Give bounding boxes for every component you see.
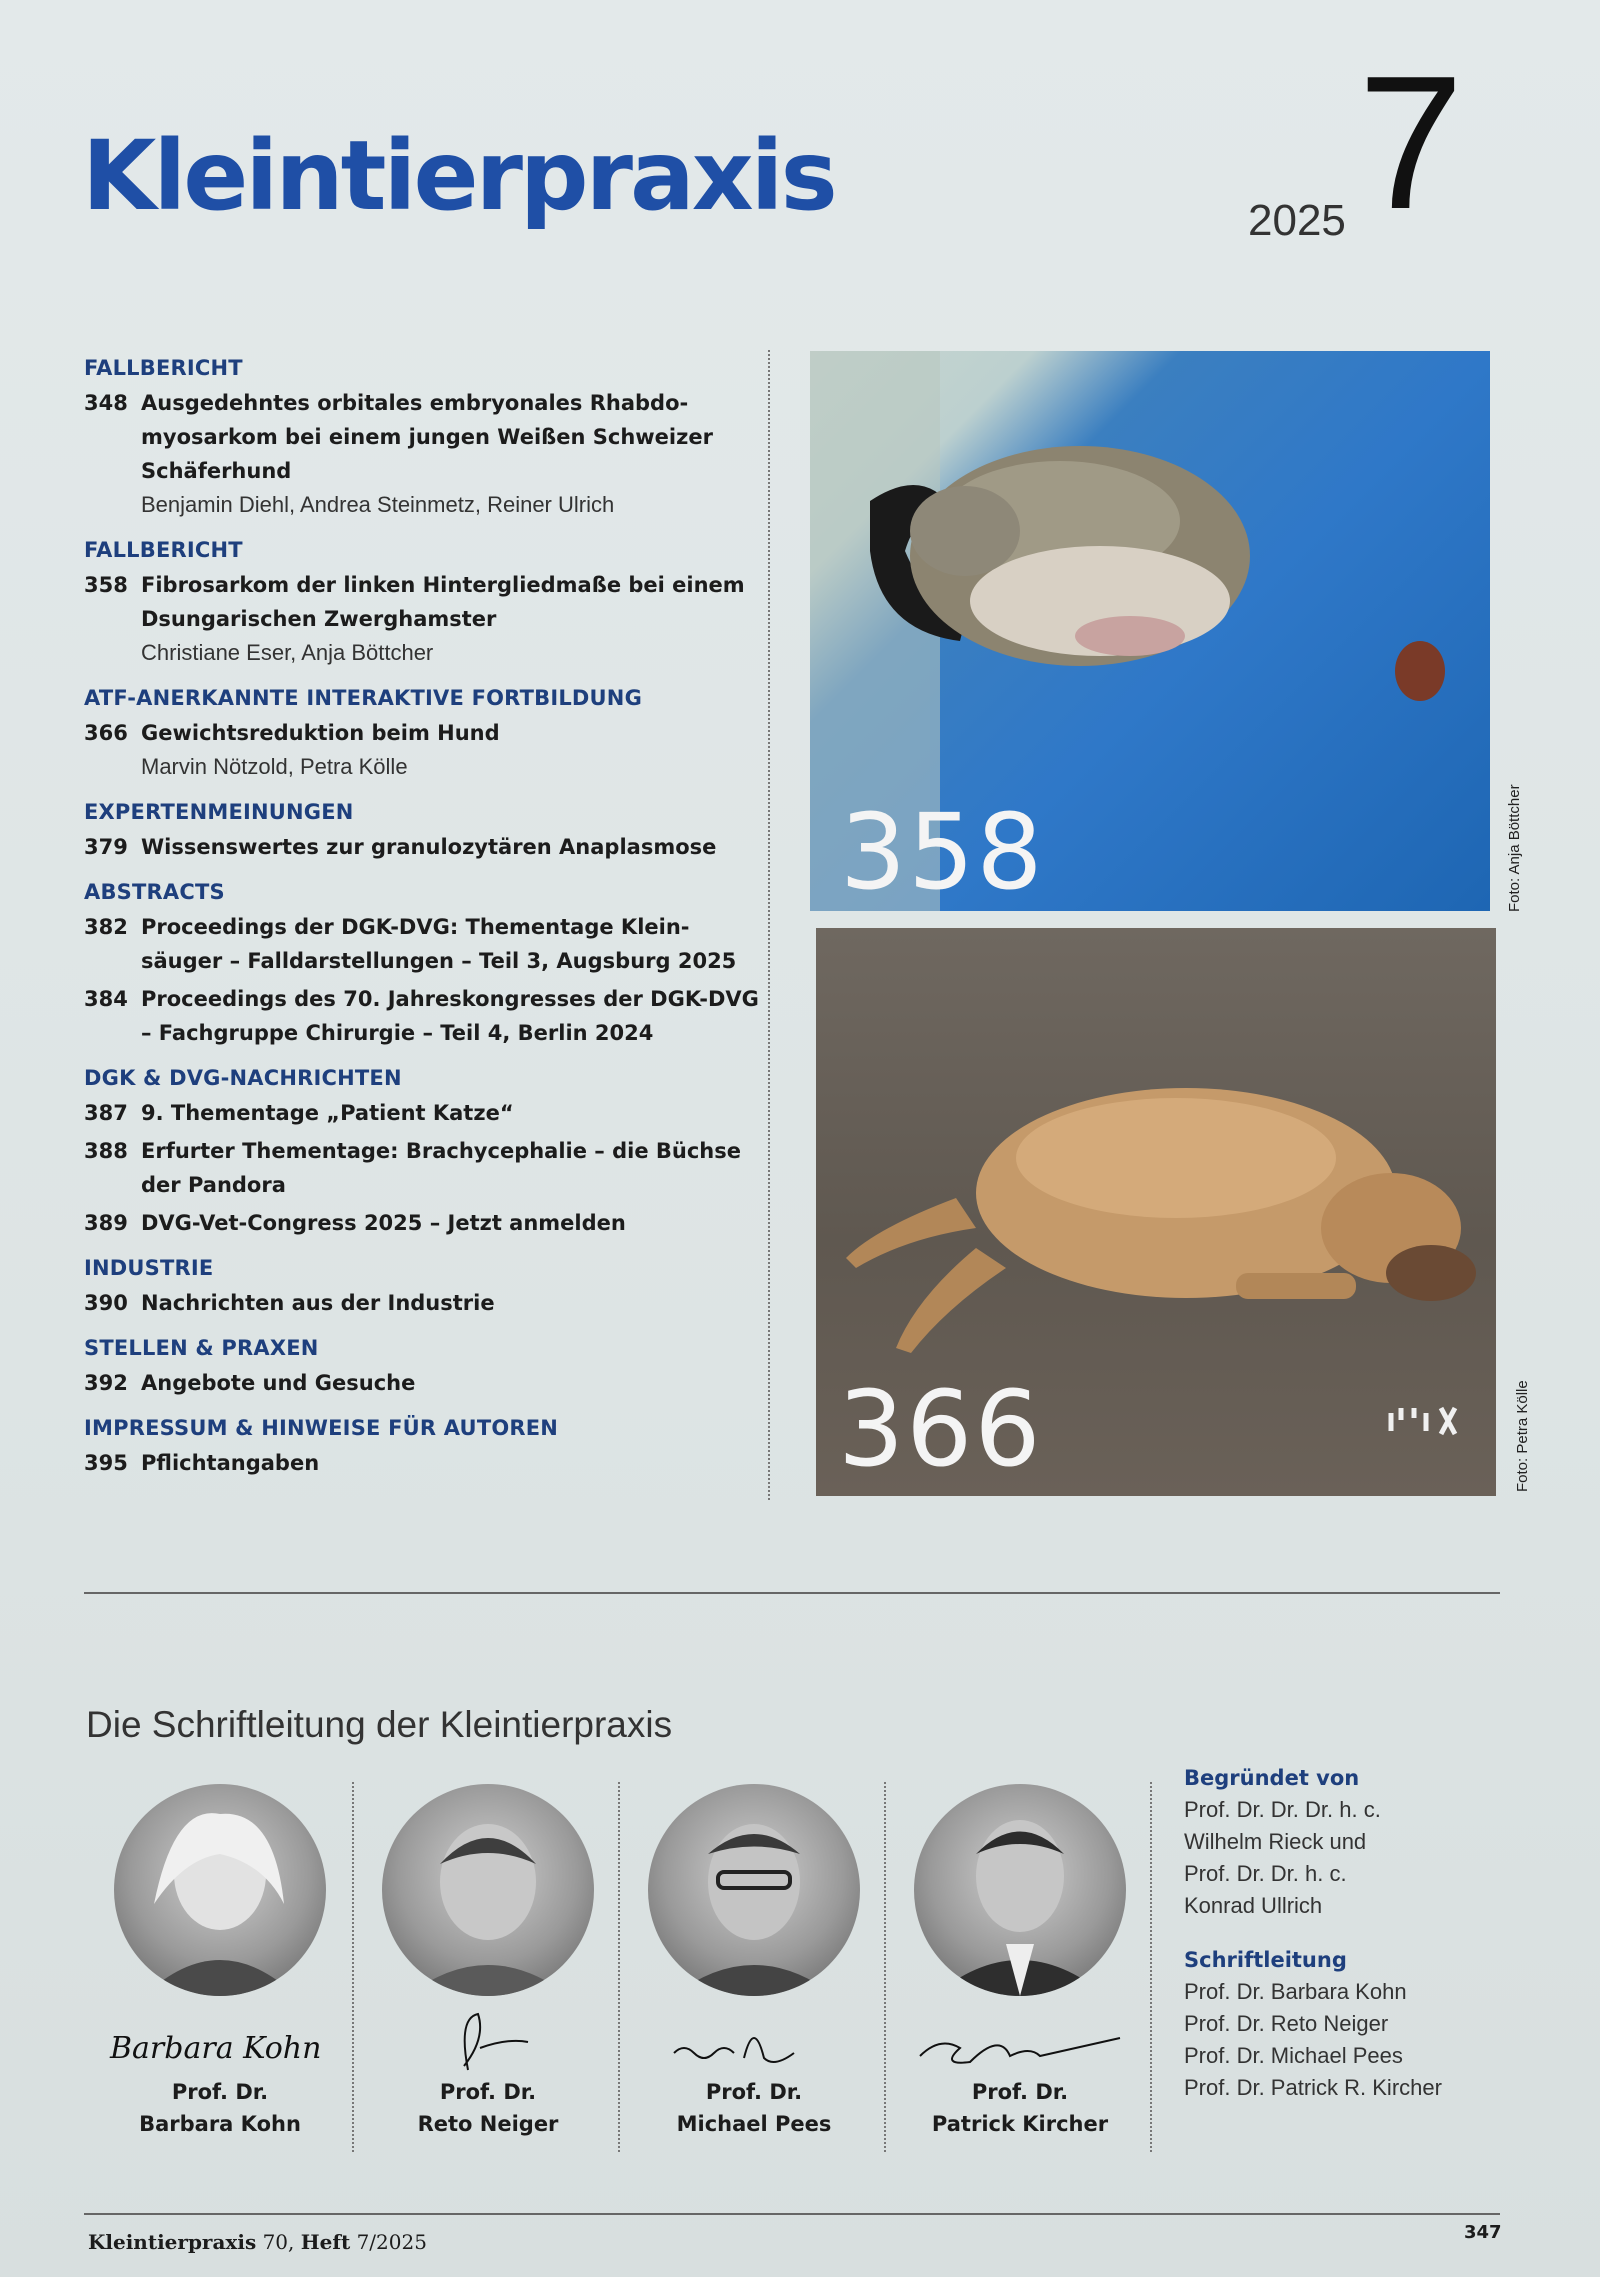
toc-section xyxy=(84,800,764,864)
avatar xyxy=(382,1784,594,1996)
toc-page-number: 388 xyxy=(84,1139,128,1163)
sidebar-line: Prof. Dr. Michael Pees xyxy=(1184,2043,1403,2068)
toc-entry[interactable] xyxy=(84,1096,764,1130)
avatar xyxy=(914,1784,1126,1996)
footer-citation xyxy=(88,2230,427,2254)
toc-entry-title: Proceedings des 70. Jahreskongresses der DGK-DVG – Fachgruppe Chirurgie – Teil 4, Berlin 2024 xyxy=(141,987,759,1045)
board-heading: Die Schriftleitung der Kleintierpraxis xyxy=(86,1704,673,1745)
portrait-divider xyxy=(1150,1782,1152,2152)
toc-section-heading: FALLBERICHT xyxy=(84,356,243,380)
footer-heft: 7/2025 xyxy=(356,2230,427,2254)
toc-page-number: 358 xyxy=(84,573,128,597)
toc-section xyxy=(84,686,764,784)
toc-page-number: 395 xyxy=(84,1451,128,1475)
toc-entry[interactable] xyxy=(84,1134,764,1202)
dog-photo xyxy=(816,928,1496,1496)
toc-section-heading: STELLEN & PRAXEN xyxy=(84,1336,319,1360)
sidebar-line: Prof. Dr. Dr. Dr. h. c. xyxy=(1184,1797,1381,1822)
portrait-divider xyxy=(618,1782,620,2152)
toc-section xyxy=(84,1416,764,1480)
signature-mark xyxy=(100,2008,340,2076)
toc-section-heading: EXPERTENMEINUNGEN xyxy=(84,800,354,824)
sidebar-line: Wilhelm Rieck und xyxy=(1184,1829,1367,1854)
avatar xyxy=(114,1784,326,1996)
toc-entry-title: Nachrichten aus der Industrie xyxy=(141,1291,495,1315)
sidebar-line: Prof. Dr. Reto Neiger xyxy=(1184,2011,1389,2036)
toc-section xyxy=(84,1336,764,1400)
issue-number: 7 xyxy=(1358,37,1464,249)
photo-page-number: 366 xyxy=(838,1368,1043,1490)
founded-list xyxy=(1184,1794,1484,1922)
toc-entry-title: 9. Thementage „Patient Katze“ xyxy=(141,1101,514,1125)
signature xyxy=(368,2008,608,2076)
toc-entry-title: Pflichtangaben xyxy=(141,1451,320,1475)
toc-entry-authors: Benjamin Diehl, Andrea Steinmetz, Reiner Ulrich xyxy=(141,492,615,517)
toc-entry-title: Wissenswertes zur granulozytären Anaplasmose xyxy=(141,835,717,859)
portrait-divider xyxy=(884,1782,886,2152)
toc-section-heading: IMPRESSUM & HINWEISE FÜR AUTOREN xyxy=(84,1416,559,1440)
sidebar-line: Prof. Dr. Patrick R. Kircher xyxy=(1184,2075,1442,2100)
toc-section xyxy=(84,880,764,1050)
toc-section xyxy=(84,1066,764,1240)
editor-card xyxy=(100,1784,340,2140)
toc-page-number: 387 xyxy=(84,1101,128,1125)
toc-entry[interactable] xyxy=(84,1286,764,1320)
page-number: 347 xyxy=(1464,2222,1502,2243)
toc-section-heading: ATF-ANERKANNTE INTERAKTIVE FORTBILDUNG xyxy=(84,686,643,710)
magazine-title: Kleintierpraxis xyxy=(82,120,835,232)
toc-section xyxy=(84,1256,764,1320)
footer-rule xyxy=(84,2213,1500,2215)
toc-entry[interactable] xyxy=(84,386,764,522)
section-divider xyxy=(84,1592,1500,1594)
toc-section-heading: DGK & DVG-NACHRICHTEN xyxy=(84,1066,402,1090)
toc-section xyxy=(84,538,764,670)
footer-volume: 70, xyxy=(262,2230,295,2254)
toc-entry[interactable] xyxy=(84,1206,764,1240)
toc-entry[interactable] xyxy=(84,1446,764,1480)
footer-journal: Kleintierpraxis xyxy=(88,2230,257,2254)
toc-entry-title: Proceedings der DGK-DVG: Thementage Klein-säuger – Falldarstellungen – Teil 3, Augsburg 2025 xyxy=(141,915,737,973)
editor-title: Prof. Dr. xyxy=(705,2080,803,2104)
board-sidebar xyxy=(1184,1762,1484,2104)
toc-entry[interactable] xyxy=(84,982,764,1050)
editor-name: Reto Neiger xyxy=(417,2112,559,2136)
toc-entry[interactable] xyxy=(84,568,764,670)
editor-title: Prof. Dr. xyxy=(171,2080,269,2104)
editor-title: Prof. Dr. xyxy=(439,2080,537,2104)
toc-section-heading: ABSTRACTS xyxy=(84,880,225,904)
hamster-photo xyxy=(810,351,1490,911)
svg-text:Barbara Kohn: Barbara Kohn xyxy=(110,2031,322,2066)
toc-entry-title: Gewichtsreduktion beim Hund xyxy=(141,721,500,745)
sidebar-line: Prof. Dr. Barbara Kohn xyxy=(1184,1979,1407,2004)
toc-entry[interactable] xyxy=(84,830,764,864)
editor-card xyxy=(900,1784,1140,2140)
toc-entry-title: Erfurter Thementage: Brachycephalie – die Büchse der Pandora xyxy=(141,1139,741,1197)
toc-entry-title: Ausgedehntes orbitales embryonales Rhabdo-myosarkom bei einem jungen Weißen Schweizer Schäferhund xyxy=(141,391,713,483)
toc-entry[interactable] xyxy=(84,716,764,784)
photo-page-number: 358 xyxy=(840,791,1045,911)
toc-entry[interactable] xyxy=(84,910,764,978)
avatar xyxy=(648,1784,860,1996)
toc-page-number: 382 xyxy=(84,915,128,939)
toc-page-number: 379 xyxy=(84,835,128,859)
toc-entry-authors: Marvin Nötzold, Petra Kölle xyxy=(141,754,408,779)
toc-page-number: 366 xyxy=(84,721,128,745)
editor-title: Prof. Dr. xyxy=(971,2080,1069,2104)
toc-entry-authors: Christiane Eser, Anja Böttcher xyxy=(141,640,434,665)
photo-credit: Foto: Petra Kölle xyxy=(1514,1380,1531,1492)
toc-entry-title: Angebote und Gesuche xyxy=(141,1371,416,1395)
signature xyxy=(100,2008,340,2076)
editors-heading: Schriftleitung xyxy=(1184,1948,1347,1972)
toc-page-number: 384 xyxy=(84,987,128,1011)
editor-name: Patrick Kircher xyxy=(931,2112,1109,2136)
editor-card xyxy=(368,1784,608,2140)
editor-card xyxy=(634,1784,874,2140)
signature xyxy=(900,2008,1140,2076)
toc-entry-title: Fibrosarkom der linken Hintergliedmaße bei einem Dsungarischen Zwerghamster xyxy=(141,573,745,631)
toc-page-number: 392 xyxy=(84,1371,128,1395)
toc-entry[interactable] xyxy=(84,1366,764,1400)
toc-section-heading: INDUSTRIE xyxy=(84,1256,214,1280)
issue-year: 2025 xyxy=(1248,196,1346,245)
portrait-divider xyxy=(352,1782,354,2152)
photo-credit: Foto: Anja Böttcher xyxy=(1506,784,1523,912)
sidebar-line: Konrad Ullrich xyxy=(1184,1893,1323,1918)
toc-page-number: 390 xyxy=(84,1291,128,1315)
editor-name: Michael Pees xyxy=(676,2112,832,2136)
sidebar-line: Prof. Dr. Dr. h. c. xyxy=(1184,1861,1347,1886)
toc-page-number: 389 xyxy=(84,1211,128,1235)
column-divider xyxy=(768,350,770,1500)
toc-section-heading: FALLBERICHT xyxy=(84,538,243,562)
signature xyxy=(634,2008,874,2076)
founded-heading: Begründet von xyxy=(1184,1766,1360,1790)
editors-list xyxy=(1184,1976,1484,2104)
editor-name: Barbara Kohn xyxy=(139,2112,301,2136)
toc-page-number: 348 xyxy=(84,391,128,415)
table-of-contents xyxy=(84,356,764,1496)
toc-entry-title: DVG-Vet-Congress 2025 – Jetzt anmelden xyxy=(141,1211,626,1235)
toc-section xyxy=(84,356,764,522)
footer-heft-label: Heft xyxy=(300,2230,351,2254)
